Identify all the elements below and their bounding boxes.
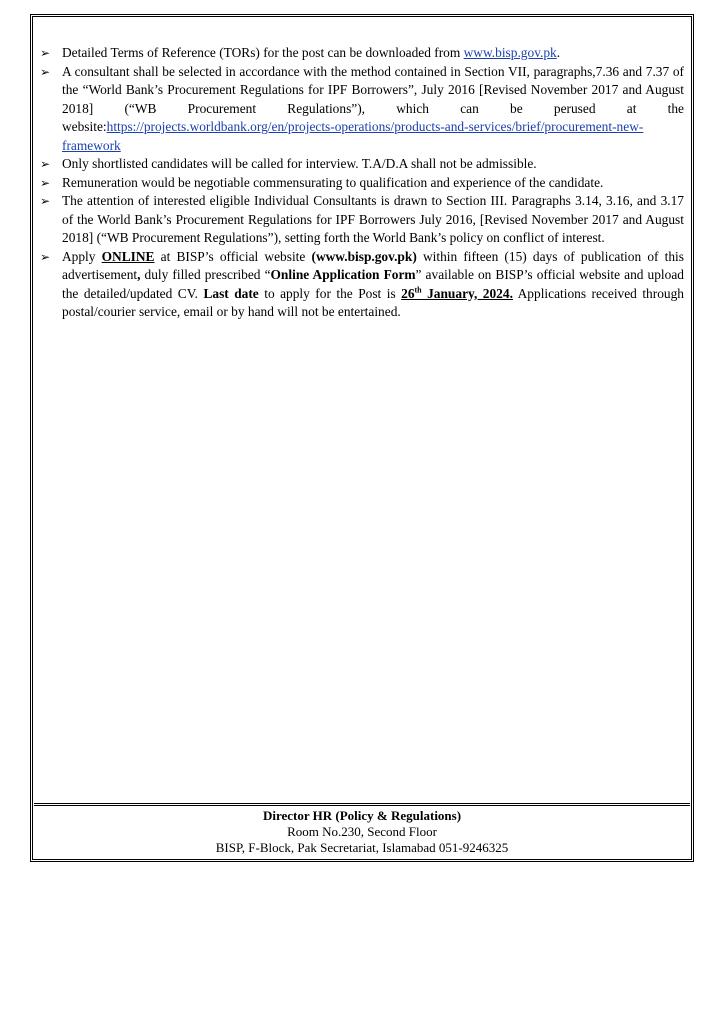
advertisement-body — [34, 16, 690, 806]
apply-text-5: ” available on BISP’s official website and upload the detailed/updated CV. — [62, 267, 684, 301]
apply-text-7: Applications received through postal/courier service, email or by hand will not be entertained. — [62, 285, 684, 319]
contact-title: Director HR (Policy & Regulations) — [262, 808, 462, 823]
website-text: (www.bisp.gov.pk) — [311, 248, 417, 264]
deadline-day: 26 — [401, 285, 415, 301]
online-emphasis: ONLINE — [101, 248, 155, 264]
deadline-date — [401, 286, 513, 301]
list-item-conflict — [40, 192, 684, 248]
last-date-label: Last date — [203, 285, 259, 301]
apply-text-4: duly filled prescribed “ — [140, 267, 271, 282]
arrow-bullet-icon: ➢ — [40, 64, 51, 79]
list-item-apply — [40, 248, 684, 322]
apply-text-2: at BISP’s official website — [154, 248, 312, 264]
list-item-shortlist — [40, 155, 684, 174]
list-item-remuneration — [40, 174, 684, 193]
list-item-tor — [40, 44, 684, 63]
tor-text: Detailed Terms of Reference (TORs) for the post can be downloaded from — [62, 45, 464, 60]
bisp-website-link[interactable]: www.bisp.gov.pk — [463, 45, 557, 60]
deadline-rest: January, 2024. — [421, 285, 513, 301]
conflict-text: The attention of interested eligible Individual Consultants is drawn to Section III. Paragraphs 3.14, 3.16, and 3.17 of the World Bank’s Procurement Regulations for IPF Borrowers July 2016, [Revised November 2017 and August 2018] (“WB Procurement Regulations”), setting forth the World Bank’s policy on conflict of interest. — [62, 193, 684, 245]
list-item-selection — [40, 63, 684, 156]
selection-text: A consultant shall be selected in accordance with the method contained in Section VII, paragraphs,7.36 and 7.37 of the “World Bank’s Procurement Regulations for IPF Borrowers”, July 2016 [Revised November 2017 and August 2018] (“WB Procurement Regulations”), which can be perused at the website: — [62, 63, 684, 134]
arrow-bullet-icon: ➢ — [40, 194, 51, 208]
tor-period: . — [556, 45, 561, 60]
shortlist-text: Only shortlisted candidates will be called for interview. T.A/D.A shall not be admissible. — [62, 156, 537, 171]
remuneration-text: Remuneration would be negotiable commensurating to qualification and experience of the candidate. — [62, 174, 604, 190]
arrow-bullet-icon: ➢ — [40, 46, 51, 60]
apply-text-6: to apply for the Post is — [258, 285, 402, 301]
contact-address: BISP, F-Block, Pak Secretariat, Islamabad 051-9246325 — [215, 840, 509, 855]
apply-comma: , — [137, 267, 141, 282]
apply-text-3: within fifteen (15) days of publication of this advertisement — [62, 248, 684, 282]
arrow-bullet-icon: ➢ — [40, 249, 51, 264]
worldbank-procurement-link[interactable]: https://projects.worldbank.org/en/projects-operations/products-and-services/brief/procurement-new-framework — [62, 119, 644, 153]
deadline-suffix: th — [414, 285, 422, 295]
form-name: Online Application Form — [270, 267, 416, 282]
contact-footer — [34, 808, 690, 858]
apply-text-1: Apply — [62, 248, 102, 264]
bullet-list — [34, 16, 690, 322]
arrow-bullet-icon: ➢ — [40, 175, 51, 190]
arrow-bullet-icon: ➢ — [40, 157, 51, 171]
contact-room: Room No.230, Second Floor — [287, 824, 437, 839]
website-bold — [311, 249, 416, 264]
